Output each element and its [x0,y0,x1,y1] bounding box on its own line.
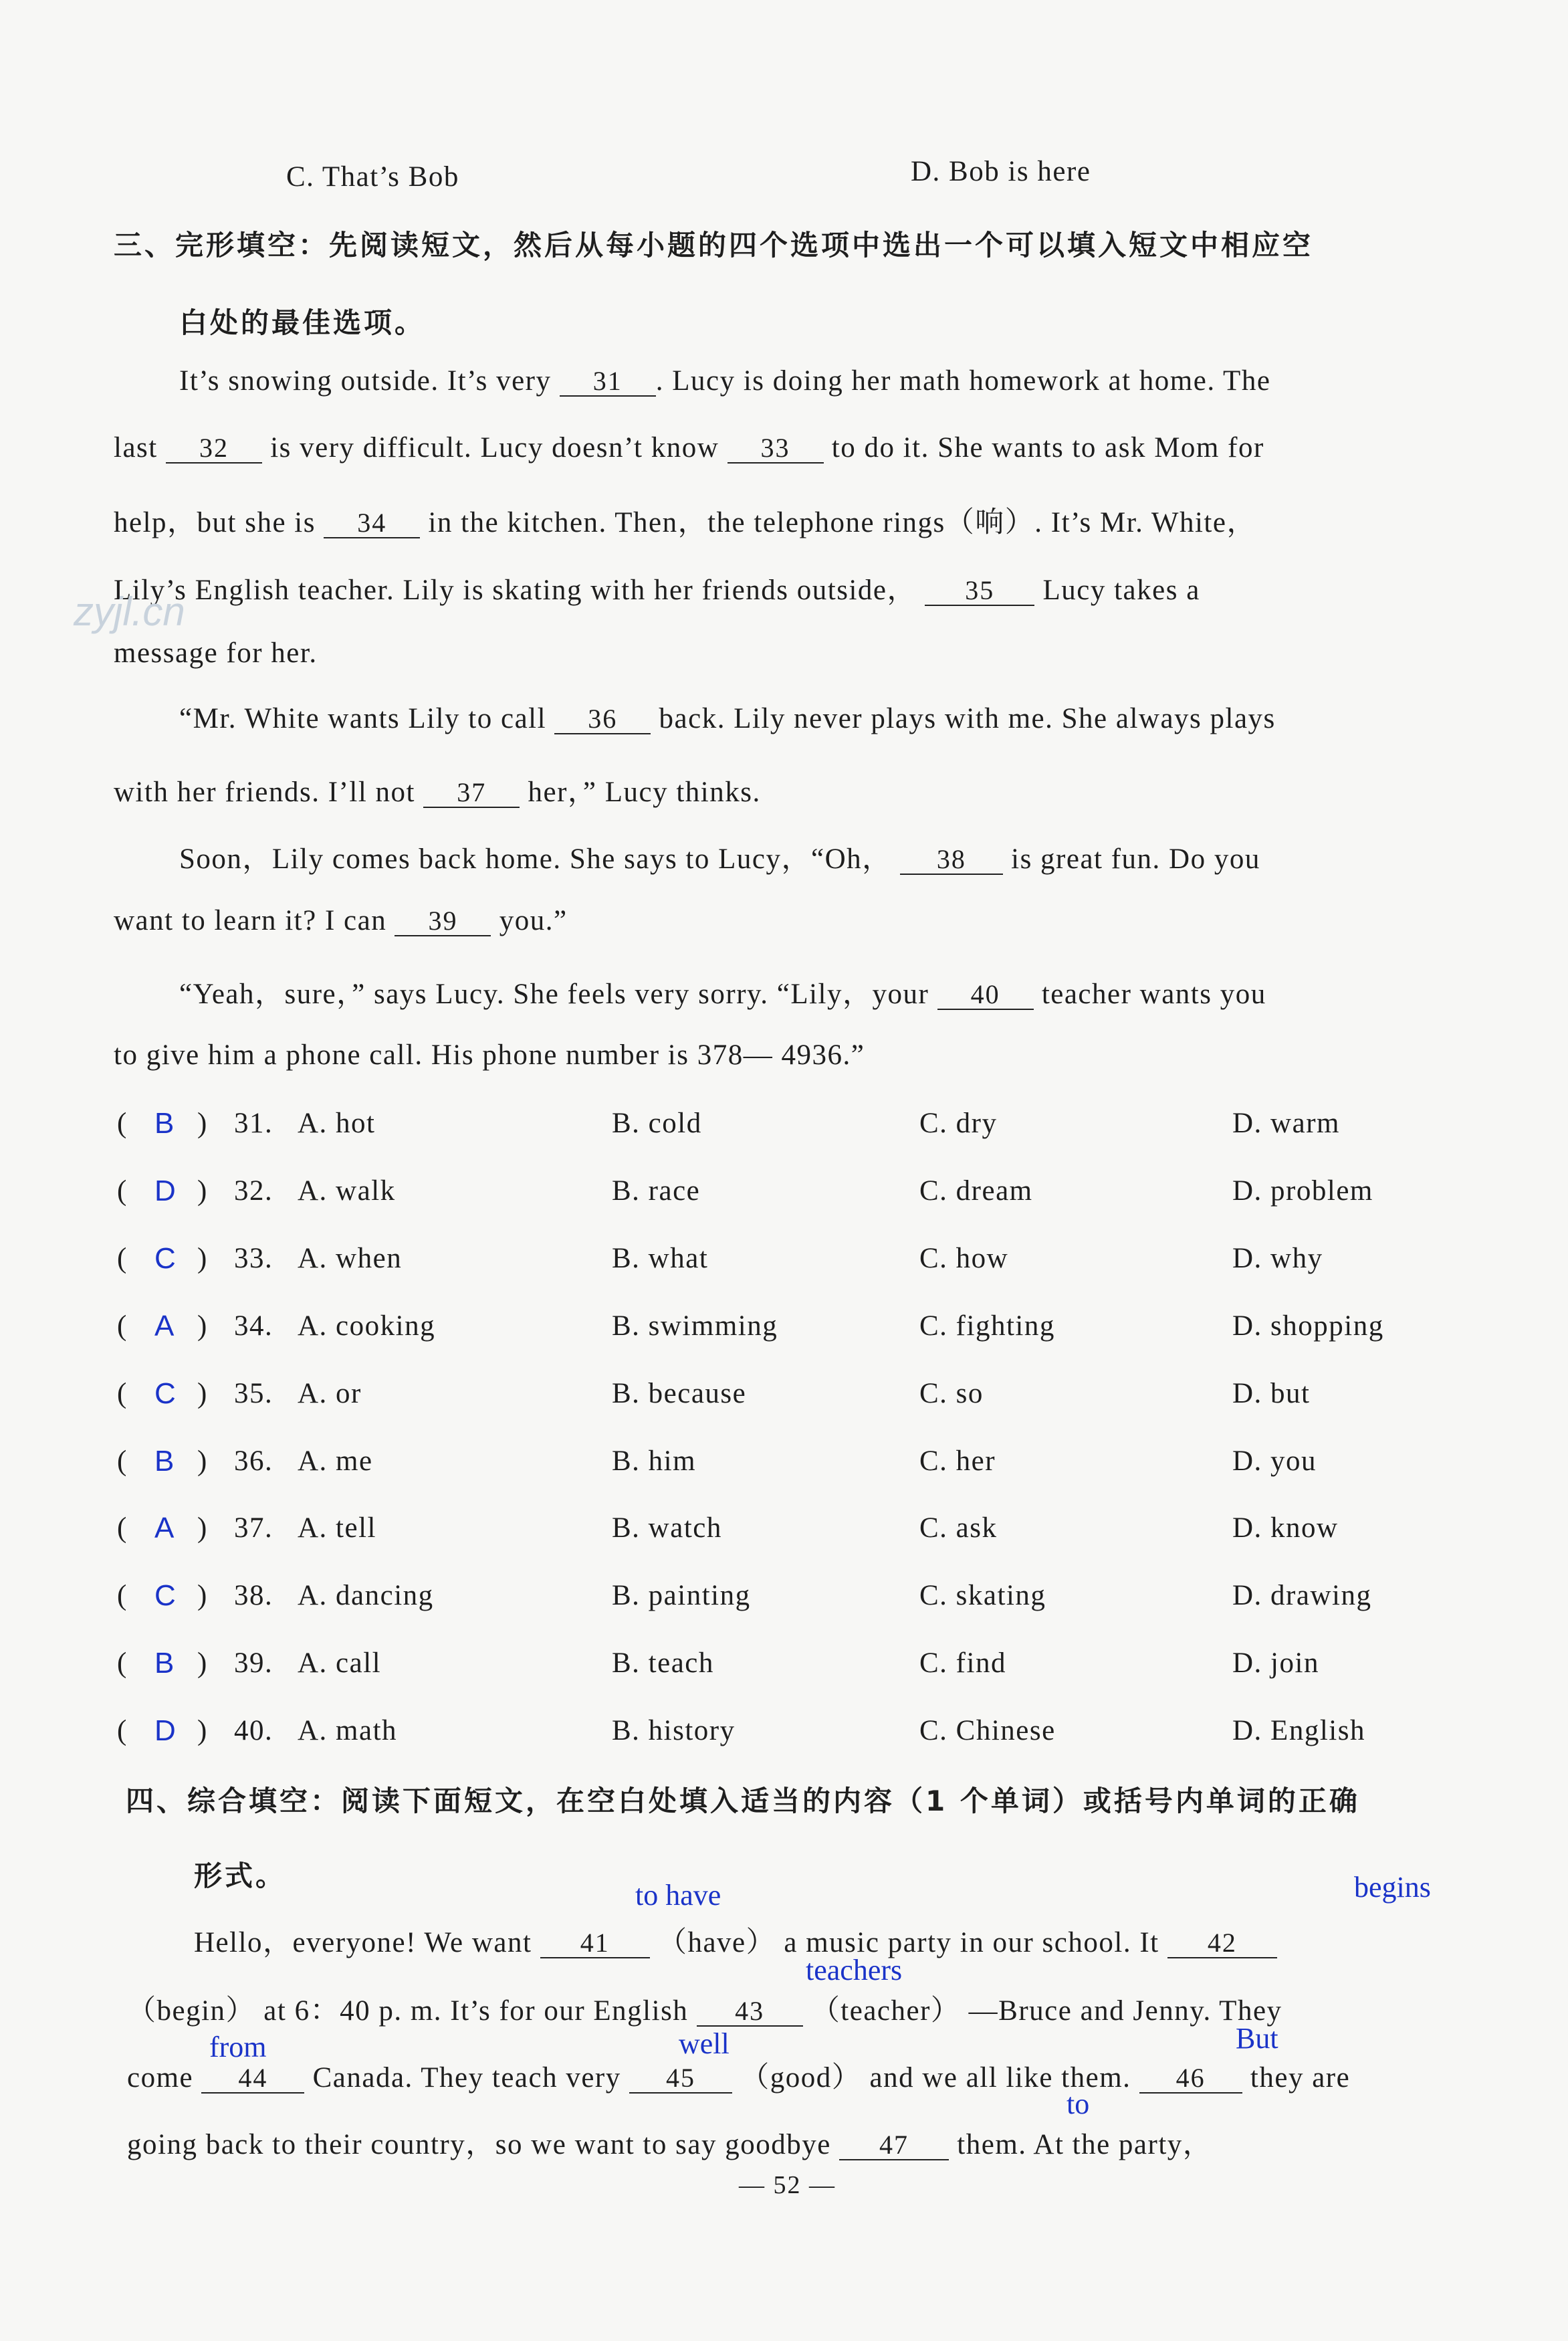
passage-line: message for her. [114,637,318,669]
passage-line: to give him a phone call. His phone number is 378— 4936.” [114,1039,865,1071]
watermark-logo: zyjl.cn [74,589,185,634]
question-row [117,1242,1521,1282]
passage-line: （begin） at 6：40 p. m. It’s for our English 43 （teacher） —Bruce and Jenny. They [127,1995,1282,2027]
handwritten-answer-47: to [1067,2088,1090,2120]
question-number: 32. [234,1175,273,1207]
option-a: A. walk [298,1175,396,1207]
answer-letter: A [154,1512,175,1544]
option-b: B. swimming [612,1310,778,1342]
passage-line: Hello，everyone! We want 41 （have） a music party in our school. It 42 [194,1920,1277,1960]
option-c-previous: C. That’s Bob [286,161,459,193]
right-paren: ) [197,1647,208,1679]
passage-line: Lily’s English teacher. Lily is skating with her friends outside， 35 Lucy takes a [114,575,1200,606]
option-a: A. when [298,1243,403,1274]
option-a: A. dancing [298,1580,434,1611]
question-row [117,1377,1521,1417]
passage-line: “Mr. White wants Lily to call 36 back. Lily never plays with me. She always plays [179,703,1276,734]
question-number: 40. [234,1715,273,1746]
right-paren: ) [197,1108,208,1139]
blank-37: 37 [423,779,520,808]
option-a: A. or [298,1378,362,1409]
section3-heading-line1: 三、完形填空：先阅读短文，然后从每小题的四个选项中选出一个可以填入短文中相应空 [114,229,1314,262]
question-row [117,1579,1521,1619]
blank-46: 46 [1139,2064,1242,2094]
option-a: A. tell [298,1512,376,1544]
question-number: 34. [234,1310,273,1342]
option-b: B. painting [612,1580,751,1611]
option-a: A. cooking [298,1310,436,1342]
question-row [117,1310,1521,1350]
option-c: C. fighting [919,1310,1055,1342]
passage-line: last 32 is very difficult. Lucy doesn’t know 33 to do it. She wants to ask Mom for [114,432,1264,464]
blank-32: 32 [166,434,262,464]
right-paren: ) [197,1715,208,1746]
option-c: C. her [919,1445,996,1477]
option-d: D. join [1232,1647,1319,1679]
handwritten-answer-43: teachers [806,1954,903,1987]
question-number: 31. [234,1108,273,1139]
right-paren: ) [197,1378,208,1409]
option-c: C. Chinese [919,1715,1056,1746]
question-number: 35. [234,1378,273,1409]
option-d: D. you [1232,1445,1317,1477]
passage-line: going back to their country，so we want to say goodbye 47 them. At the party， [127,2129,1213,2160]
passage-line: Soon，Lily comes back home. She says to Lucy，“Oh， 38 is great fun. Do you [179,843,1260,875]
blank-34: 34 [324,509,420,538]
option-c: C. ask [919,1512,998,1544]
option-c: C. how [919,1243,1009,1274]
blank-38: 38 [900,845,1003,875]
option-d: D. but [1232,1378,1311,1409]
handwritten-answer-44: from [209,2031,267,2063]
passage-line: want to learn it? I can 39 you.” [114,905,568,936]
option-b: B. teach [612,1647,714,1679]
left-paren: ( [117,1445,128,1477]
blank-45: 45 [629,2064,732,2094]
left-paren: ( [117,1647,128,1679]
blank-33: 33 [727,434,824,464]
option-d: D. drawing [1232,1580,1372,1611]
section4-heading-line1: 四、综合填空：阅读下面短文，在空白处填入适当的内容（1 个单词）或括号内单词的正确 [126,1785,1360,1817]
option-b: B. watch [612,1512,722,1544]
answer-letter: C [154,1579,177,1612]
answer-letter: C [154,1242,177,1275]
right-paren: ) [197,1175,208,1207]
answer-letter: D [154,1714,177,1747]
answer-letter: B [154,1445,175,1478]
option-d: D. English [1232,1715,1365,1746]
passage-line: help，but she is 34 in the kitchen. Then，the telephone rings（响）. It’s Mr. White， [114,507,1256,538]
option-d-previous: D. Bob is here [911,156,1091,187]
question-number: 33. [234,1243,273,1274]
blank-39: 39 [395,907,491,936]
handwritten-answer-42: begins [1354,1871,1431,1904]
option-d: D. warm [1232,1108,1340,1139]
question-row [117,1107,1521,1147]
question-row [117,1647,1521,1687]
right-paren: ) [197,1512,208,1544]
option-b: B. race [612,1175,701,1207]
handwritten-answer-46: But [1236,2022,1278,2055]
left-paren: ( [117,1512,128,1544]
option-b: B. what [612,1243,709,1274]
left-paren: ( [117,1715,128,1746]
passage-line: with her friends. I’ll not 37 her，” Lucy thinks. [114,777,761,808]
question-number: 37. [234,1512,273,1544]
option-b: B. because [612,1378,747,1409]
option-c: C. dream [919,1175,1033,1207]
blank-41: 41 [540,1929,650,1958]
option-a: A. hot [298,1108,376,1139]
option-d: D. why [1232,1243,1323,1274]
section4-heading-line2: 形式。 [194,1859,287,1892]
right-paren: ) [197,1310,208,1342]
page-number: — 52 — [739,2171,836,2199]
option-b: B. him [612,1445,697,1477]
answer-letter: B [154,1647,175,1680]
option-b: B. history [612,1715,736,1746]
blank-43: 43 [697,1997,803,2027]
option-c: C. find [919,1647,1006,1679]
option-d: D. shopping [1232,1310,1384,1342]
handwritten-answer-41: to have [635,1879,721,1912]
right-paren: ) [197,1243,208,1274]
question-number: 38. [234,1580,273,1611]
question-row [117,1512,1521,1552]
passage-line: “Yeah，sure，” says Lucy. She feels very sorry. “Lily，your 40 teacher wants you [179,979,1266,1010]
left-paren: ( [117,1310,128,1342]
right-paren: ) [197,1445,208,1477]
blank-36: 36 [554,705,651,734]
left-paren: ( [117,1243,128,1274]
blank-44: 44 [201,2064,304,2094]
blank-40: 40 [937,981,1034,1010]
left-paren: ( [117,1108,128,1139]
answer-letter: D [154,1175,177,1207]
handwritten-answer-45: well [679,2027,730,2060]
option-c: C. so [919,1378,984,1409]
passage-line: come 44 Canada. They teach very 45 （good） and we all like them. 46 they are [127,2062,1351,2094]
left-paren: ( [117,1580,128,1611]
question-number: 36. [234,1445,273,1477]
left-paren: ( [117,1175,128,1207]
option-d: D. know [1232,1512,1339,1544]
blank-42: 42 [1167,1929,1277,1958]
answer-letter: B [154,1107,175,1140]
question-row [117,1445,1521,1485]
answer-letter: C [154,1377,177,1410]
blank-35: 35 [925,577,1034,606]
option-d: D. problem [1232,1175,1373,1207]
answer-letter: A [154,1310,175,1342]
option-a: A. me [298,1445,373,1477]
passage-line: It’s snowing outside. It’s very 31 . Lucy is doing her math homework at home. The [179,365,1271,397]
question-row [117,1714,1521,1754]
option-c: C. dry [919,1108,998,1139]
option-c: C. skating [919,1580,1046,1611]
blank-47: 47 [839,2131,949,2160]
option-b: B. cold [612,1108,702,1139]
left-paren: ( [117,1378,128,1409]
blank-31: 31 [560,367,656,397]
section3-heading-line2: 白处的最佳选项。 [179,306,426,339]
right-paren: ) [197,1580,208,1611]
question-row [117,1175,1521,1215]
option-a: A. math [298,1715,398,1746]
option-a: A. call [298,1647,382,1679]
question-number: 39. [234,1647,273,1679]
